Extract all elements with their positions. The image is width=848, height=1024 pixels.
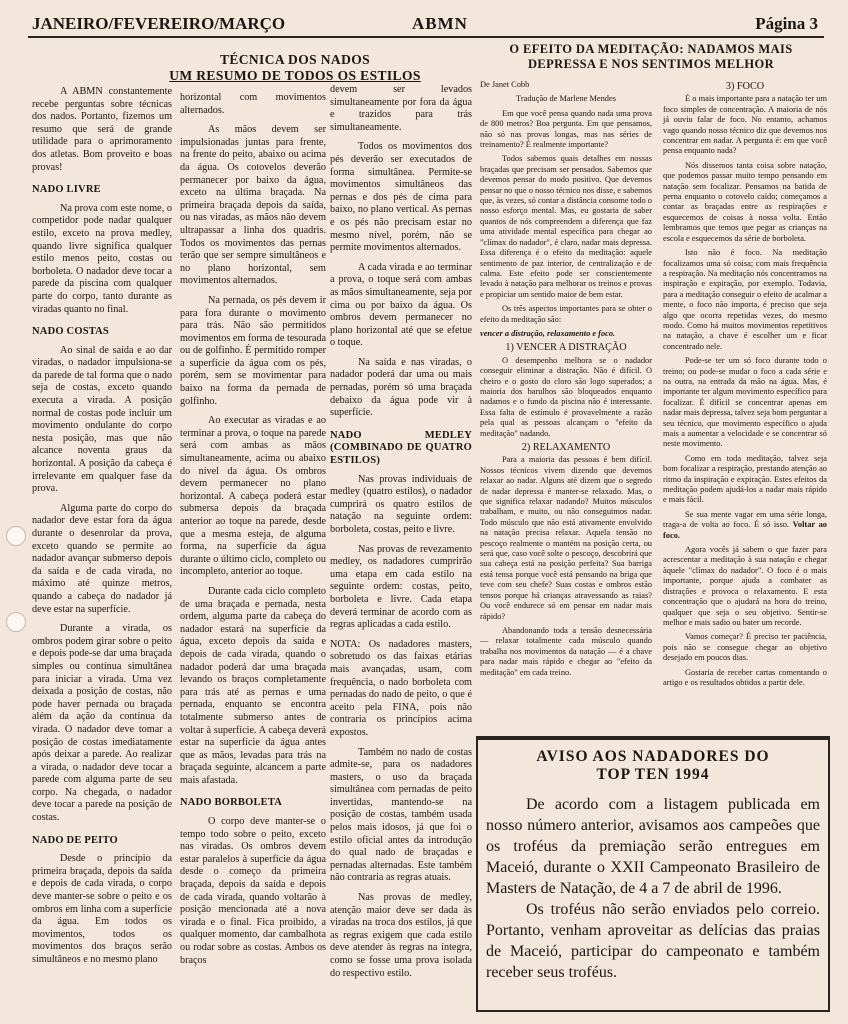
subsection-heading: 3) FOCO — [725, 81, 765, 92]
paragraph: Vamos começar? É preciso ter paciência, pois não se consegue chegar ao objetivo desejado em poucos dias. — [663, 632, 827, 663]
subsection-heading: 2) RELAXAMENTO — [521, 442, 611, 453]
section-heading: NADO DE PEITO — [32, 834, 118, 846]
title-line: O EFEITO DA MEDITAÇÃO: NADAMOS MAIS — [509, 42, 793, 56]
paragraph: Gostaria de receber cartas comentando o artigo e os resultados obtidos a partir dele. — [663, 667, 827, 687]
article-column-5 — [663, 80, 827, 692]
notice-paragraph: De acordo com a listagem publicada em nosso número anterior, avisamos aos campeões que os troféus da premiação serão entregues em Maceió, durante o XXII Campeonato Brasileiro de Masters de Natação, de 4 a 7 de abril de 1996. — [486, 796, 820, 897]
paragraph: devem ser levados simultaneamente por fora da água e trazidos para trás simultaneamente. — [330, 84, 472, 133]
subsection-heading: 1) VENCER A DISTRAÇÃO — [505, 342, 627, 354]
article-column-2 — [180, 92, 326, 974]
emphasis-text: vencer a distração, relaxamento e foco. — [480, 328, 616, 338]
paragraph: Ao sinal de saída e ao dar viradas, o nadador impulsiona-se da parede de tal forma que o nado seja de costas, exceto quando executa a virada. A posição normal de costas pode incluir um movimento ondulante do corpo nesta posição, mas que não alcance noventa graus da horizontal. A posição da cabeça é irrelevante em qualquer fase da prova. — [32, 344, 172, 495]
notice-paragraph: Os troféus não serão enviados pelo correio. Portanto, venham aproveitar as delícias das praias de Maceió, participar do campeonato e também receber seus troféus. — [486, 901, 820, 981]
paragraph: A ABMN constantemente recebe perguntas sobre técnicas dos nados. Portanto, fizemos um resumo que será de grande utilidade para o aprimoramento dos atletas. Bom proveito e boas provas! — [32, 86, 172, 173]
paragraph — [663, 510, 827, 541]
paragraph: Na prova com este nome, o competidor pode nadar qualquer estilo, exceto na prova medley, quando livre significa qualquer estilo menos peito, costas ou borboleta. O nadador deve tocar a parede da piscina com qualquer parte do corpo, tanto durante as viradas quanto no final. — [32, 202, 172, 315]
notice-title — [478, 748, 828, 784]
paragraph: Nas provas de revezamento medley, os nadadores cumprirão uma etapa em cada estilo na seguinte ordem: costas, peito, borboleta e livre. Cada etapa deverá terminar de acordo com as regras aplicadas a cada estilo. — [330, 543, 472, 631]
paragraph: Nas provas individuais de medley (quatro estilos), o nadador cumprirá os quatro estilos de natação na seguinte ordem: borboleta, costas, peito e livre. — [330, 473, 472, 535]
paragraph: Na saída e nas viradas, o nadador poderá dar uma ou mais pernadas, porém só uma braçada debaixo da água pode vir à superfície. — [330, 356, 472, 419]
paragraph: Pode-se ter um só foco durante todo o treino; ou pode-se mudar o foco a cada série e na outra, na entrada da mão na água. Mas, é importante ter algum movimento específico para focalizar. É difícil se concentrar apenas em nadar mais depressa, talvez seja bom perguntar a seu técnico, que movimento específico o ajuda mais a aumentar a velocidade e se concentrar só neste movimento. — [663, 356, 827, 449]
article-column-3 — [330, 84, 472, 987]
paragraph: O desempenho melhora se o nadador conseguir eliminar a distração. Não é difícil. O cheiro e o gosto do cloro são logo superados; a maioria dos barulhos são bloqueados enquanto nadamos e o fundo da piscina não é interessante. Essa falta de estímulo é provavelmente a razão pela qual as pessoas alcançam o "efeito da meditação" nadando. — [480, 355, 652, 438]
paragraph: Durante a virada, os ombros podem girar sobre o peito e depois pode-se dar uma braçada simples ou contínua simultânea para iniciar a virada. Uma vez deixada a posição de costas, não pode haver pernada ou braçada além da ação da contínua da virada. O nadador deve tomar a posição de costas imediatamente após deixar a parede. Ao realizar a virada, o nadador deve tocar a parede com alguma parte de seu corpo. Na chegada, o nadador deve tocar a parede na posição de costas. — [32, 623, 172, 824]
sentence: Se sua mente vagar em uma série longa, traga-a de volta ao foco. É só isso. — [663, 509, 827, 530]
notice-title-line: AVISO AOS NADADORES DO — [536, 748, 770, 765]
paragraph: Abandonando toda a tensão desnecessária — relaxar totalmente cada músculo quando trabalha nos movimentos da natação — é a chave para nadar mais rápido e chegar ao "efeito da meditação" em cada treino. — [480, 625, 652, 677]
article-column-1 — [32, 86, 172, 974]
paragraph: Os três aspectos importantes para se obter o efeito da meditação são: — [480, 304, 652, 324]
section-heading: NADO LIVRE — [32, 184, 101, 196]
paragraph: Em que você pensa quando nada uma prova de 800 metros? Boa pergunta. Em que pensamos, não só nas provas longas, mas nas séries de treinamento? É realmente importante? — [480, 108, 652, 150]
paragraph: Desde o princípio da primeira braçada, depois da saída e depois de cada virada, o corpo deve manter-se sobre o peito e os ombros em linha com a superfície da água. Em todos os movimentos, todos os movimentos dos braços serão simultâneos e no mesmo plano — [32, 853, 172, 965]
paragraph: Na pernada, os pés devem ir para fora durante o movimento para trás. Não são permitidos movimentos em forma de tesourada ou de golfinho. É permitido romper a superfície da água com os pés, porém, sem se movimentar para baixo na forma da pernada de golfinho. — [180, 294, 326, 407]
paragraph: Todos sabemos quais detalhes em nossas braçadas que precisam ser pensados. Sabemos que devemos pensar do modo positivo. Que devemos pensar no que o nosso técnico nos disse, e sabemos que, às vezes, só contar a distância consome todo o nosso esforço mental. Mas, eu gostaria de saber quantos de nós compreendem a diferença que faz uma atividade mental específica para chegar ao "clímax do nadador", é claro, nadar mais depressa. Essa diferença é o efeito da meditação: aquele sentimento de paz interior, de centralização e de calma. Este efeito pode ser conscientemente levado à natação para melhorar os treinos e provas e propiciar um sentido maior de bem estar. — [480, 154, 652, 299]
binder-hole — [6, 612, 26, 632]
notice-body — [486, 794, 820, 983]
paragraph: Nas provas de medley, atenção maior deve ser dada às viradas na troca dos estilos, já que as regras exigem que cada estilo deve atender às regras na íntegra, como se fosse uma prova isolada do respectivo estilo. — [330, 892, 472, 979]
article-title-techniques — [150, 52, 440, 84]
paragraph: NOTA: Os nadadores masters, sobretudo os das faixas etárias mais avançadas, usam, com frequência, o nado borboleta com pernadas do nado de peito, o que é aceito pela FINA, pois não contraria os princípios acima expostos. — [330, 638, 472, 738]
paragraph: Agora vocês já sabem o que fazer para acrescentar a meditação à sua natação e chegar àquele "clímax do nadador". O foco é o mais importante, porque ajuda a combater as distrações e provoca o relaxamento. E esta concentração que o ajudará na hora do treino, qualquer que seja o seu objetivo. Sentir-se melhor e mais sadio ou bater um recorde. — [663, 545, 827, 627]
section-heading: NADO COSTAS — [32, 326, 109, 338]
paragraph: Nós dissemos tanta coisa sobre natação, que podemos passar muito tempo pensando em natação sem focalizar. Pensamos na batida de perna enquanto o cotovelo caído; começamos a contar as braçadas entre as respirações e esquecemos de coisas à nossa volta. Então lembramos que temos que pegar as crianças na escola e esquecemos da série de borboleta. — [663, 160, 827, 243]
title-line: UM RESUMO DE TODOS OS ESTILOS — [169, 68, 421, 83]
paragraph: O corpo deve manter-se o tempo todo sobre o peito, exceto nas viradas. Os ombros devem estar paralelos à superfície da água desde o começo da primeira braçada, depois da saída e depois de cada virada, quando voltarão à posição mencionada até a nova virada e o final. Fica proibido, a qualquer momento, dar cambalhota ou rodar sobre as costas. Ambos os braços — [180, 816, 326, 966]
paragraph: É o mais importante para a natação ter um foco simples de concentração. A maioria de nós já ouviu falar de foco. No entanto, achamos vago quando nosso técnico diz que devemos nos concentrar em nadar. A pergunta é: em que você pensa enquanto nada? — [663, 94, 827, 156]
paragraph: Durante cada ciclo completo de uma braçada e pernada, nesta ordem, alguma parte da cabeça do nadador estará na superfície da água, exceto depois da saída e depois de cada virada, quando o nadador poderá dar uma braçada levando os braços completamente para trás até as pernas e uma pernada, enquanto se encontra totalmente submerso antes de voltar à superfície. A cabeça deverá estar na superfície da água antes que as mãos, levadas para trás na braçada seguinte, alcancem a parte mais afastada. — [180, 585, 326, 786]
binder-hole — [6, 526, 26, 546]
paragraph: Alguma parte do corpo do nadador deve estar fora da água durante o desenrolar da prova, exceto quando se permite ao nadador avançar submerso depois da saída e de cada virada, no máximo até quinze metros, quando a cabeça do nadador já deve estar na superfície. — [32, 502, 172, 615]
paragraph: A cada virada e ao terminar a prova, o toque será com ambas as mãos simultaneamente, seja por cima ou por baixo da água. Os ombros devem permanecer no plano horizontal até que se efetue o toque. — [330, 261, 472, 349]
masthead — [28, 14, 824, 38]
paragraph: Como em toda meditação, talvez seja bom focalizar a respiração, prestando atenção ao ritmo da inspiração e expiração. Estes efeitos da meditação podem ajudá-los a nadar mais rápido e mais fácil. — [663, 453, 827, 505]
page-number: Página 3 — [755, 14, 818, 33]
translator-credit: Tradução de Marlene Mendes — [516, 94, 616, 104]
paragraph: Todos os movimentos dos pés deverão ser executados de forma simultânea. Permite-se movimentos simultâneos das pernas e dos pés de cima para baixo, no plano vertical. As pernas e os pés não precisam estar no mesmo nível, porém, não se permite movimentos alternados. — [330, 141, 472, 254]
notice-box — [476, 736, 830, 1012]
paragraph: Para a maioria das pessoas é bem difícil. Nossos técnicos vivem dizendo que devemos relaxar ao nadar. Alguns até dizem que o segredo de nadar depressa é manter-se relaxado. Mas, o que significa relaxar nadando? Muitos músculos trabalham, e muito, ou não conseguimos nadar. Todo músculo que não está ativamente envolvido na natação precisa relaxar. Aquela tensão no pescoço realmente o mantém na posição certa, ou será que, caso você solte o pescoço, descobrirá que sua cabeça está na posição perfeita? Sua barriga está tensa porque você está pensando na briga que teve com seu chefe? Suas costas e ombros estão tensos porque há crianças atravessando as raias? Ou você endurece só em pensar em nadar mais rápido? — [480, 455, 652, 621]
section-heading: NADO BORBOLETA — [180, 797, 283, 809]
title-line: DEPRESSA E NOS SENTIMOS MELHOR — [527, 57, 775, 71]
emphasis-text: Voltar ao foco. — [663, 520, 827, 540]
paragraph: Ao executar as viradas e ao terminar a prova, o toque na parede será com ambas as mãos simultaneamente, acima ou abaixo do nível da água. Os ombros devem permanecer no plano horizontal. A cabeça poderá estar submersa depois da braçada anterior ao toque na parede, desde que a mesma esteja, de alguma forma, na superfície da água durante o último ciclo, completo ou incompleto, anterior ao toque. — [180, 415, 326, 578]
paragraph: As mãos devem ser impulsionadas juntas para frente, na frente do peito, abaixo ou acima da água. Os cotovelos deverão permanecer por baixo da água, exceto na última braçada. Na primeira braçada depois da saída, ou nas viradas, as mãos não devem ultrapassar a linha dos quadris. Todos os movimentos das pernas terão que ser sempre simultâneos e no plano horizontal, sem movimentos alternados. — [180, 124, 326, 287]
paragraph: Também no nado de costas admite-se, para os nadadores masters, o uso da braçada simultânea com pernadas de peito invertidas, mantendo-se na posição de costas, também usada pelos mais idosos, já que foi o estilo oficial antes da introdução do qual nado de braçadas e pernadas alternadas. Este também não contraria as regras atuais. — [330, 746, 472, 884]
issue-date: JANEIRO/FEVEREIRO/MARÇO — [32, 14, 286, 33]
paragraph: Isto não é foco. Na meditação focalizamos uma só coisa; com mais frequência a respiração. Na meditação nós concentramos na inspiração e expiração, por exemplo. Todavia, para a meditação conseguir o efeito de acalmar a mente, o foco não importa, é preciso que seja algo que ocorra repetidas vezes, do mesmo modo. Como há muitos movimentos repetitivos na natação, a chave é escolher um e ficar concentrado nele. — [663, 248, 827, 351]
title-line: TÉCNICA DOS NADOS — [219, 52, 371, 67]
publication-name: ABMN — [412, 14, 468, 33]
author-credit: De Janet Cobb — [480, 80, 530, 89]
section-heading: NADO MEDLEY (COMBINADO DE QUATRO ESTILOS) — [330, 429, 472, 467]
article-title-meditation — [478, 42, 824, 72]
article-column-4 — [480, 80, 652, 682]
notice-title-line: TOP TEN 1994 — [596, 766, 710, 783]
paragraph: horizontal com movimentos alternados. — [180, 92, 326, 116]
